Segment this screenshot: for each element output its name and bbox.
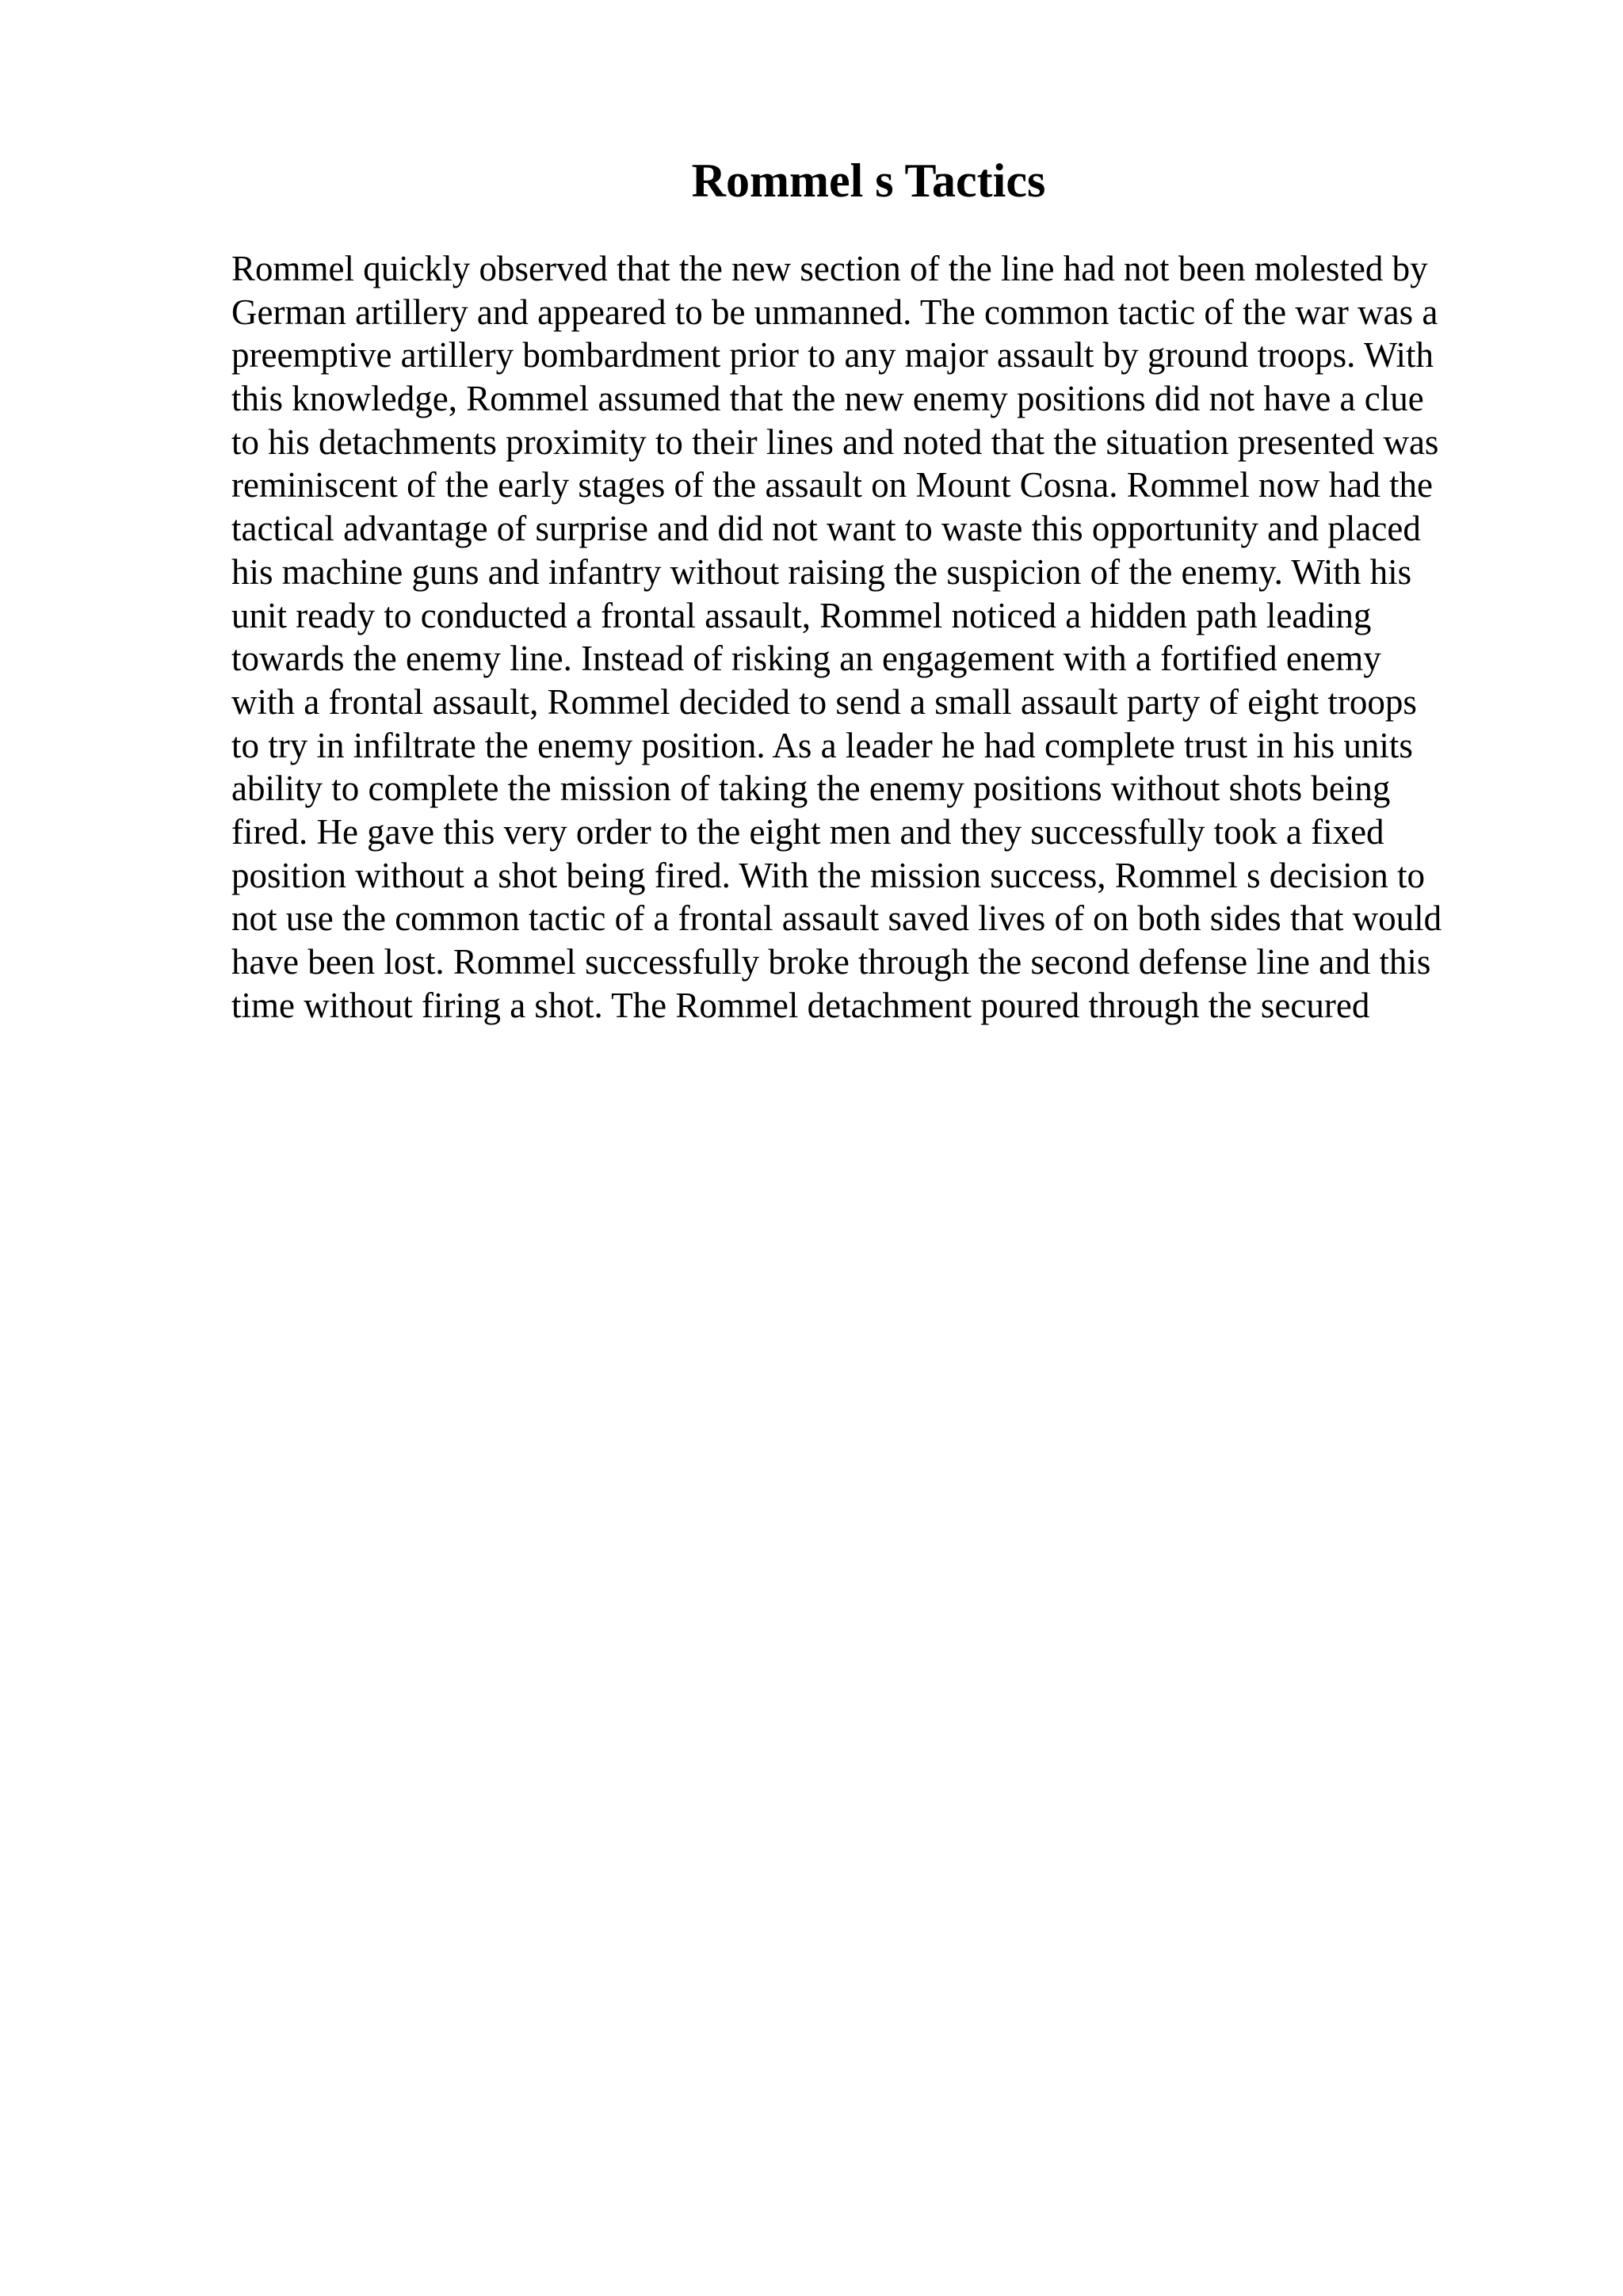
paragraph-line: with a frontal assault, Rommel decided to send a small assault party of eight troops xyxy=(231,681,1417,722)
paragraph-line: to try in infiltrate the enemy position. As a leader he had complete trust in his units xyxy=(231,725,1413,765)
paragraph-line: tactical advantage of surprise and did not want to waste this opportunity and placed xyxy=(231,509,1421,549)
paragraph-line: fired. He gave this very order to the eight men and they successfully took a fixed xyxy=(231,811,1384,852)
paragraph-line: not use the common tactic of a frontal assault saved lives of on both sides that would xyxy=(231,898,1442,939)
paragraph-line: preemptive artillery bombardment prior to any major assault by ground troops. With xyxy=(231,335,1434,376)
paragraph-line: position without a shot being fired. With the mission success, Rommel s decision to xyxy=(231,855,1425,895)
paragraph-line: this knowledge, Rommel assumed that the new enemy positions did not have a clue xyxy=(231,379,1424,419)
paragraph-line: Rommel quickly observed that the new section of the line had not been molested by xyxy=(231,249,1428,288)
paragraph-line: reminiscent of the early stages of the assault on Mount Cosna. Rommel now had the xyxy=(231,465,1433,505)
page-title: Rommel s Tactics xyxy=(691,154,1046,207)
paragraph-line: unit ready to conducted a frontal assault, Rommel noticed a hidden path leading xyxy=(231,595,1372,635)
paragraph-line: his machine guns and infantry without raising the suspicion of the enemy. With his xyxy=(231,551,1412,592)
paragraph-line: ability to complete the mission of taking the enemy positions without shots being xyxy=(231,769,1391,809)
body-paragraph xyxy=(231,247,1499,1027)
paragraph-line: towards the enemy line. Instead of risking an engagement with a fortified enemy xyxy=(231,639,1381,679)
paragraph-line: German artillery and appeared to be unmanned. The common tactic of the war was a xyxy=(231,292,1438,332)
paragraph-line: to his detachments proximity to their lines and noted that the situation presented was xyxy=(231,421,1439,462)
paragraph-line: time without firing a shot. The Rommel detachment poured through the secured xyxy=(231,985,1370,1025)
paragraph-line: have been lost. Rommel successfully broke through the second defense line and this xyxy=(231,942,1431,982)
